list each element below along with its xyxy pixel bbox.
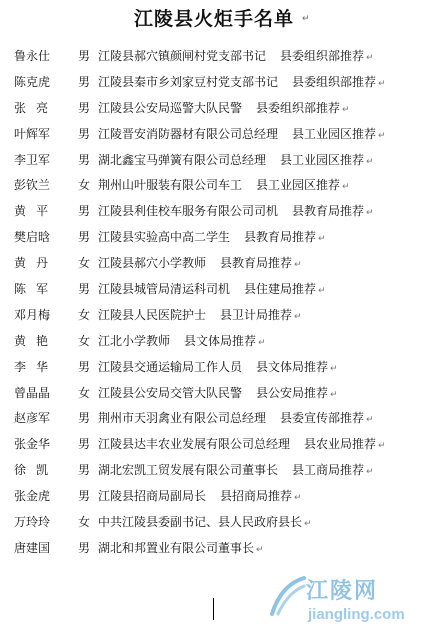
list-item — [0, 277, 428, 303]
torchbearer-details — [98, 148, 374, 176]
list-item — [0, 96, 428, 122]
torchbearer-name: 曾晶晶 — [14, 385, 51, 400]
torchbearer-gender: 男 — [78, 126, 91, 141]
torchbearer-gender: 女 — [78, 178, 91, 193]
torchbearer-details — [98, 225, 326, 253]
torchbearer-position: 湖北鑫宝马弹簧有限公司总经理 — [98, 152, 267, 167]
torchbearer-details — [98, 484, 302, 512]
torchbearer-details — [98, 173, 350, 201]
paragraph-mark-icon: ↵ — [366, 53, 374, 63]
torchbearer-position: 江陵县城管局清运科司机 — [98, 282, 231, 297]
paragraph-mark-icon: ↵ — [366, 415, 374, 426]
paragraph-mark-icon: ↵ — [318, 286, 326, 297]
list-item — [0, 381, 428, 407]
recommending-unit: 县住建局推荐 — [244, 282, 317, 297]
torchbearer-name: 赵彦军 — [14, 411, 51, 426]
paragraph-mark-icon: ↵ — [256, 544, 264, 555]
torchbearer-position: 江北小学教师 — [98, 333, 171, 348]
recommending-unit: 县农业局推荐 — [304, 437, 377, 452]
torchbearer-name: 陈军 — [14, 282, 59, 297]
torchbearer-gender: 女 — [78, 515, 91, 530]
torchbearer-details — [98, 510, 312, 538]
list-item — [0, 484, 428, 510]
torchbearer-gender: 男 — [78, 204, 91, 219]
list-item — [0, 329, 428, 355]
recommending-unit: 县公安局推荐 — [256, 385, 329, 400]
torchbearer-details — [98, 303, 302, 331]
paragraph-mark-icon: ↵ — [294, 493, 302, 504]
torchbearer-gender: 男 — [78, 540, 91, 555]
torchbearer-position: 江陵县郝穴小学教师 — [98, 256, 207, 271]
torchbearer-gender: 女 — [78, 385, 91, 400]
torchbearer-details — [98, 277, 326, 305]
torchbearer-gender: 男 — [78, 282, 91, 297]
recommending-unit: 县教育局推荐 — [292, 204, 365, 219]
torchbearer-details — [98, 251, 302, 279]
paragraph-mark-icon: ↵ — [366, 208, 374, 219]
torchbearer-name: 叶辉军 — [14, 126, 51, 141]
paragraph-mark-icon: ↵ — [378, 78, 386, 89]
paragraph-mark-icon: ↵ — [330, 363, 338, 374]
recommending-unit: 县教育局推荐 — [244, 230, 317, 245]
recommending-unit: 县工业园区推荐 — [256, 178, 341, 193]
paragraph-mark-icon: ↵ — [304, 519, 312, 530]
torchbearer-gender: 男 — [78, 411, 91, 426]
torchbearer-gender: 男 — [78, 74, 91, 89]
torchbearer-gender: 女 — [78, 256, 91, 271]
torchbearer-details — [98, 122, 386, 150]
paragraph-mark-icon: ↵ — [378, 441, 386, 452]
torchbearer-position: 江陵县人民医院护士 — [98, 307, 207, 322]
watermark-text: 江陵网 — [306, 579, 379, 604]
torchbearer-position: 江陵县实验高中高二学生 — [98, 230, 231, 245]
torchbearer-details — [98, 199, 374, 227]
torchbearer-gender: 男 — [78, 359, 91, 374]
paragraph-mark-icon: ↵ — [294, 260, 302, 271]
torchbearer-details — [98, 96, 350, 124]
site-watermark — [268, 572, 424, 634]
recommending-unit: 县工商局推荐 — [292, 463, 365, 478]
paragraph-mark-icon: ↵ — [318, 234, 326, 245]
list-item — [0, 44, 428, 70]
watermark-logo-icon — [268, 574, 308, 618]
recommending-unit: 县文体局推荐 — [256, 359, 329, 374]
torchbearer-position: 荆州市天羽禽业有限公司总经理 — [98, 411, 267, 426]
torchbearer-name: 黄艳 — [14, 333, 59, 348]
torchbearer-position: 荆州山叶服装有限公司车工 — [98, 178, 243, 193]
torchbearer-position: 江陵县达丰农业发展有限公司总经理 — [98, 437, 291, 452]
torchbearer-name: 邓月梅 — [14, 307, 51, 322]
torchbearer-gender: 男 — [78, 152, 91, 167]
list-item — [0, 225, 428, 251]
torchbearer-details — [98, 406, 374, 434]
page-title: 江陵县火炬手名单 — [133, 8, 294, 30]
paragraph-mark-icon: ↵ — [302, 14, 310, 24]
recommending-unit: 县教育局推荐 — [220, 256, 293, 271]
torchbearer-position: 湖北和邦置业有限公司董事长 — [98, 540, 255, 555]
list-item — [0, 122, 428, 148]
torchbearer-gender: 男 — [78, 489, 91, 504]
torchbearer-gender: 男 — [78, 437, 91, 452]
torchbearer-position: 江陵县郝穴镇颜闸村党支部书记 — [98, 49, 267, 63]
paragraph-mark-icon: ↵ — [342, 182, 350, 193]
torchbearer-name: 张金华 — [14, 437, 51, 452]
recommending-unit: 县招商局推荐 — [220, 489, 293, 504]
torchbearer-name: 陈克虎 — [14, 74, 51, 89]
list-item — [0, 199, 428, 225]
torchbearer-details — [98, 381, 338, 409]
list-item — [0, 70, 428, 96]
torchbearer-gender: 女 — [78, 307, 91, 322]
torchbearer-name: 鲁永仕 — [14, 49, 51, 63]
torchbearer-gender: 男 — [78, 100, 91, 115]
torchbearer-name: 李卫军 — [14, 152, 51, 167]
paragraph-mark-icon: ↵ — [342, 104, 350, 115]
recommending-unit: 县委宣传部推荐 — [280, 411, 365, 426]
recommending-unit: 县委组织部推荐 — [280, 49, 365, 63]
list-item — [0, 173, 428, 199]
paragraph-mark-icon: ↵ — [366, 467, 374, 478]
list-item — [0, 406, 428, 432]
torchbearer-name: 徐凯 — [14, 463, 59, 478]
torchbearer-details — [98, 329, 266, 357]
watermark-domain: jiangling.com — [308, 606, 405, 623]
torchbearer-gender: 男 — [78, 49, 91, 63]
list-item — [0, 303, 428, 329]
paragraph-mark-icon: ↵ — [330, 389, 338, 400]
torchbearer-position: 江陵县交通运输局工作人员 — [98, 359, 243, 374]
paragraph-mark-icon: ↵ — [378, 130, 386, 141]
torchbearer-name: 唐建国 — [14, 540, 51, 555]
torchbearer-name: 彭钦兰 — [14, 178, 51, 193]
list-item — [0, 432, 428, 458]
torchbearer-gender: 女 — [78, 333, 91, 348]
torchbearer-details — [98, 355, 338, 383]
torchbearer-details — [98, 432, 386, 460]
torchbearer-name: 张亮 — [14, 100, 59, 115]
torchbearer-position: 中共江陵县委副书记、县人民政府县长 — [98, 515, 303, 530]
name-list — [0, 44, 428, 562]
paragraph-mark-icon: ↵ — [258, 337, 266, 348]
list-item — [0, 510, 428, 536]
torchbearer-position: 江陵县招商局副局长 — [98, 489, 207, 504]
text-cursor — [213, 598, 214, 620]
torchbearer-position: 江陵县公安局巡警大队民警 — [98, 100, 243, 115]
torchbearer-position: 湖北宏凯工贸发展有限公司董事长 — [98, 463, 279, 478]
list-item — [0, 148, 428, 174]
torchbearer-position: 江陵县利佳校车服务有限公司司机 — [98, 204, 279, 219]
recommending-unit: 县卫计局推荐 — [220, 307, 293, 322]
torchbearer-name: 樊启晗 — [14, 230, 51, 245]
recommending-unit: 县文体局推荐 — [184, 333, 257, 348]
torchbearer-position: 江陵县公安局交管大队民警 — [98, 385, 243, 400]
torchbearer-gender: 男 — [78, 463, 91, 478]
torchbearer-name: 黄丹 — [14, 256, 59, 271]
recommending-unit: 县委组织部推荐 — [256, 100, 341, 115]
list-item — [0, 355, 428, 381]
torchbearer-details — [98, 536, 264, 564]
paragraph-mark-icon: ↵ — [366, 156, 374, 167]
recommending-unit: 县委组织部推荐 — [292, 74, 377, 89]
list-item — [0, 251, 428, 277]
torchbearer-details — [98, 44, 374, 72]
torchbearer-gender: 男 — [78, 230, 91, 245]
paragraph-mark-icon: ↵ — [294, 311, 302, 322]
torchbearer-position: 江陵晋安消防器材有限公司总经理 — [98, 126, 279, 141]
torchbearer-position: 江陵县秦市乡刘家豆村党支部书记 — [98, 74, 279, 89]
recommending-unit: 县工业园区推荐 — [292, 126, 377, 141]
torchbearer-name: 黄平 — [14, 204, 59, 219]
torchbearer-name: 李华 — [14, 359, 59, 374]
torchbearer-details — [98, 70, 386, 98]
recommending-unit: 县工业园区推荐 — [280, 152, 365, 167]
list-item — [0, 458, 428, 484]
list-item — [0, 536, 428, 562]
torchbearer-details — [98, 458, 374, 486]
torchbearer-name: 万玲玲 — [14, 515, 51, 530]
torchbearer-name: 张金虎 — [14, 489, 51, 504]
